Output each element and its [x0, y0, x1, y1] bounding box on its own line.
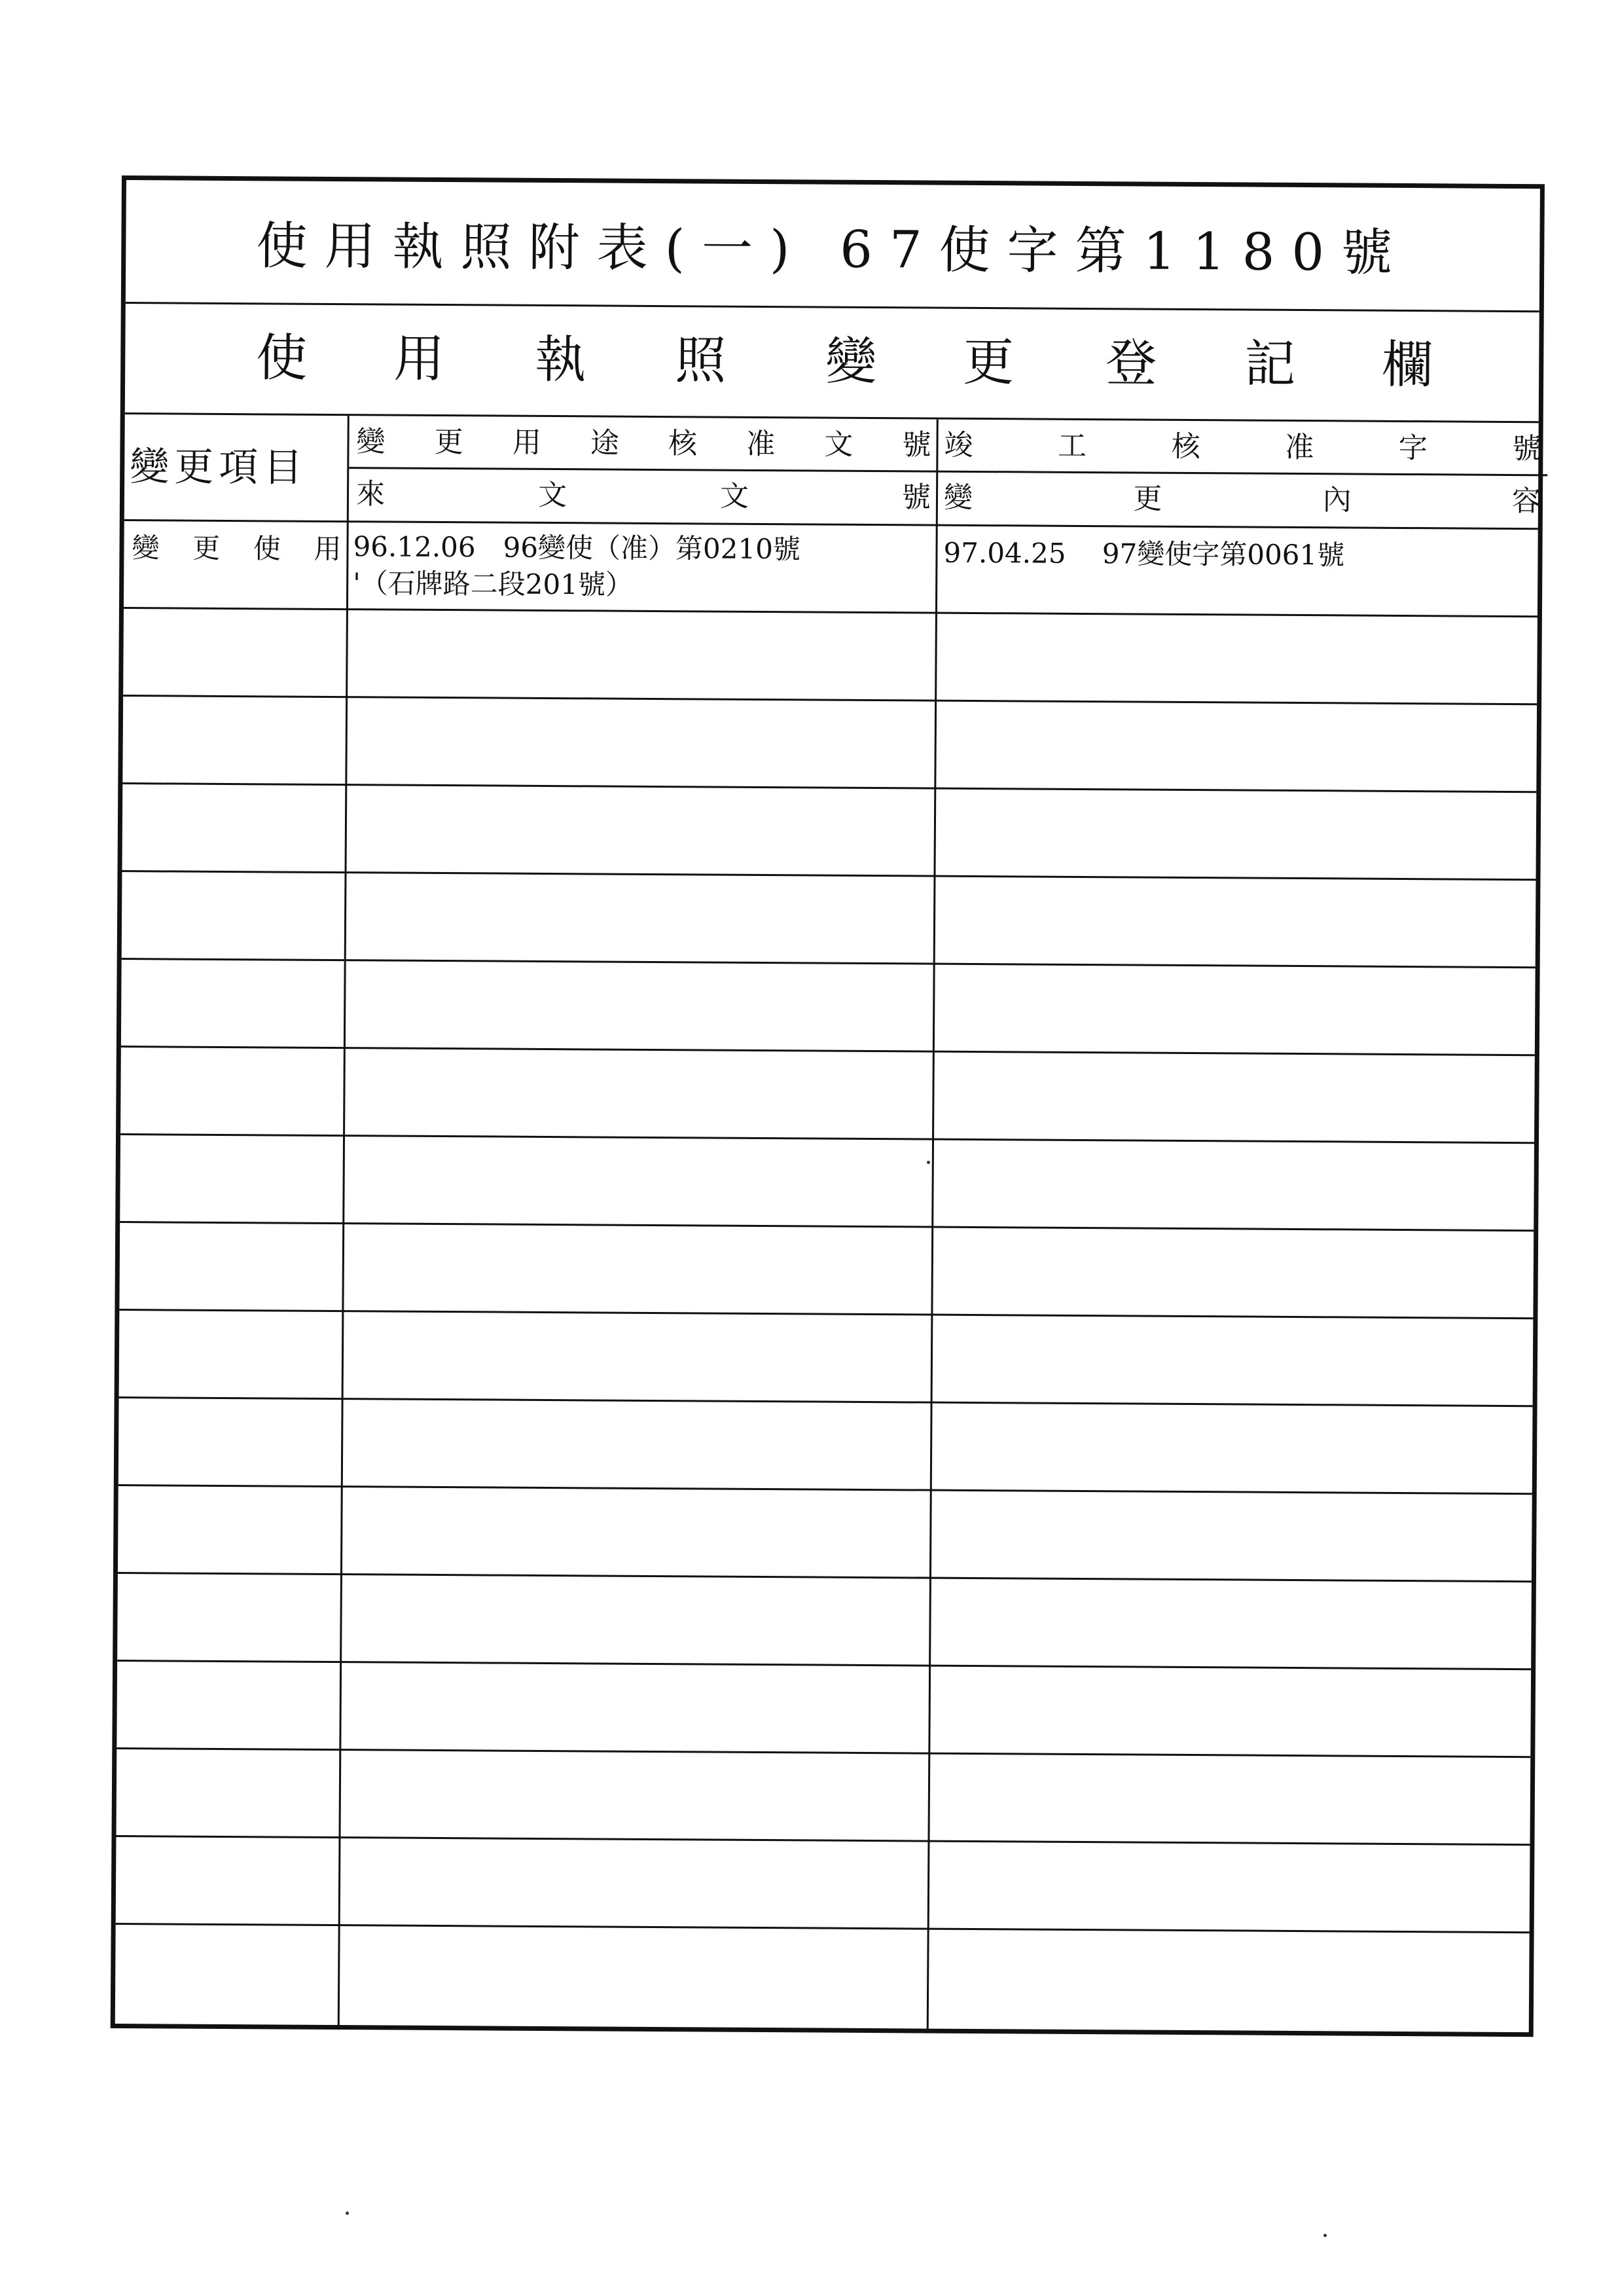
header-char: 變 — [356, 425, 386, 459]
form-title: 使用執照附表(一) 67使字第1180號 — [256, 217, 1410, 283]
subtitle-char: 執 — [535, 330, 586, 390]
column-header-area — [124, 414, 1539, 530]
row-line — [124, 607, 1537, 617]
row-line — [117, 1660, 1531, 1670]
subtitle-char: 更 — [963, 333, 1015, 393]
row-line — [117, 1747, 1530, 1758]
row-line — [121, 1046, 1535, 1056]
subtitle-char: 欄 — [1381, 335, 1433, 395]
row-line — [122, 958, 1536, 968]
header-char: 容 — [1511, 484, 1541, 519]
row-line — [122, 870, 1536, 881]
header-char: 准 — [1285, 430, 1314, 465]
header-char: 文 — [537, 478, 567, 513]
subtitle-char: 登 — [1105, 334, 1157, 393]
row-line — [119, 1309, 1533, 1319]
header-char: 文 — [719, 479, 749, 513]
header-char: 更 — [1133, 482, 1162, 516]
entry-char: 使 — [253, 532, 281, 565]
header-char: 准 — [746, 427, 776, 462]
form-subtitle-row — [125, 304, 1539, 423]
row-line — [118, 1484, 1532, 1495]
row-line — [122, 782, 1536, 793]
scan-speck — [1323, 2234, 1327, 2237]
header-char: 途 — [590, 426, 620, 460]
register-rows — [115, 521, 1538, 2037]
row-line — [116, 1923, 1530, 1933]
row-line — [116, 1835, 1530, 1846]
subtitle-char: 變 — [825, 332, 877, 392]
row-line — [120, 1133, 1534, 1144]
scan-speck — [927, 1161, 930, 1164]
row-line — [118, 1572, 1532, 1582]
header-char: 號 — [1512, 431, 1541, 466]
header-char: 更 — [434, 425, 463, 460]
completion-no-header — [940, 428, 1545, 468]
row-line — [123, 695, 1537, 705]
change-item-header: 變更項目 — [130, 444, 308, 491]
header-char: 核 — [1171, 429, 1200, 464]
header-char: 號 — [901, 481, 931, 515]
entry-char: 變 — [132, 532, 160, 564]
subtitle-char: 用 — [393, 329, 445, 390]
form-title-row — [126, 180, 1540, 312]
header-char: 核 — [668, 427, 698, 461]
header-char: 內 — [1322, 483, 1352, 517]
row-line — [120, 1221, 1534, 1231]
subtitle-char: 照 — [675, 331, 727, 391]
change-content-header — [940, 480, 1545, 520]
row-line — [119, 1396, 1533, 1407]
header-char: 用 — [512, 426, 541, 460]
entry-change-item — [132, 530, 341, 567]
entry-completion-no: 97.04.25 97變使字第0061號 — [943, 536, 1345, 572]
header-char: 變 — [943, 481, 973, 515]
entry-char: 更 — [192, 532, 221, 564]
entry-approval-line-2: '（石牌路二段201號） — [353, 567, 634, 601]
entry-approval-line-1: 96.12.06 96變使（准）第0210號 — [353, 530, 801, 566]
header-char: 竣 — [944, 428, 973, 462]
subtitle-char: 使 — [256, 329, 308, 388]
header-char: 來 — [355, 477, 386, 511]
entry-char: 用 — [314, 532, 342, 566]
header-divider — [349, 467, 1547, 476]
header-char: 工 — [1057, 429, 1087, 464]
approval-doc-header — [352, 424, 935, 464]
usage-license-attachment-form — [111, 175, 1545, 2037]
header-char: 文 — [824, 428, 854, 462]
incoming-doc-header — [352, 476, 935, 516]
header-char: 號 — [902, 428, 931, 462]
header-char: 字 — [1398, 431, 1428, 465]
subtitle-char: 記 — [1244, 335, 1296, 394]
scan-speck — [346, 2212, 349, 2215]
